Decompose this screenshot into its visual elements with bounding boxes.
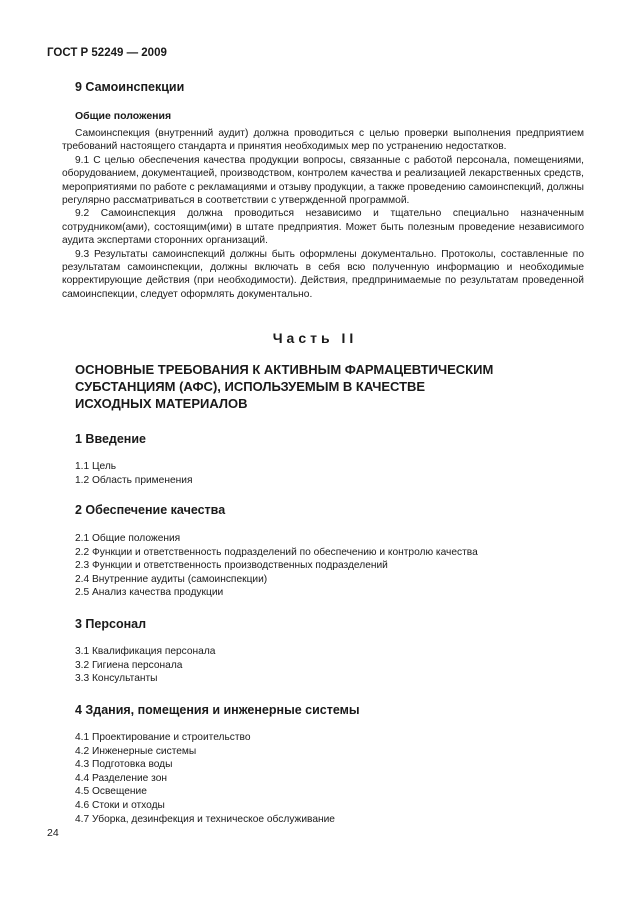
toc-item: 3.3 Консультанты [75, 673, 158, 685]
toc-item: 4.5 Освещение [75, 786, 147, 798]
toc-section-4-list [75, 731, 335, 826]
toc-section-2-heading: 2 Обеспечение качества [75, 503, 226, 517]
toc-section-1-list [75, 460, 192, 487]
section-9-body [62, 127, 584, 301]
toc-item: 4.7 Уборка, дезинфекция и техническое обслуживание [75, 813, 335, 825]
paragraph-9-2: 9.2 Самоинспекция должна проводиться независимо и тщательно специально назначенным сотрудником(ами), состоящим(ими) в штате предприятия. Может быть полезным проведение независимого аудита экспертами сторонних организаций. [62, 208, 584, 247]
toc-item: 1.1 Цель [75, 461, 117, 472]
toc-item: 4.4 Разделение зон [75, 772, 167, 784]
part-title [75, 361, 575, 412]
toc-section-3-list [75, 645, 215, 686]
toc-item: 2.3 Функции и ответственность производственных подразделений [75, 560, 388, 572]
toc-item: 4.2 Инженерные системы [75, 745, 197, 757]
paragraph-9-3: 9.3 Результаты самоинспекций должны быть оформлены документально. Протоколы, составленные по результатам самоинспекции, должны включать в себя всю полученную информацию и необходимые корректирующие действия (при необходимости). Действия, предпринимаемые по результатам проведенной самоинспекции, следует оформлять документально. [62, 248, 584, 300]
toc-item: 3.1 Квалификация персонала [75, 646, 216, 657]
part-title-line: ОСНОВНЫЕ ТРЕБОВАНИЯ К АКТИВНЫМ ФАРМАЦЕВТИЧЕСКИМ [75, 362, 494, 377]
toc-item: 1.2 Область применения [75, 474, 193, 486]
toc-item: 2.1 Общие положения [75, 533, 181, 544]
toc-section-1-heading: 1 Введение [75, 432, 146, 446]
part-label: Часть II [272, 330, 358, 346]
section-9-heading: 9 Самоинспекции [75, 80, 185, 94]
document-header: ГОСТ Р 52249 — 2009 [47, 47, 167, 59]
toc-item: 3.2 Гигиена персонала [75, 659, 183, 671]
toc-section-2-list [75, 532, 478, 600]
toc-item: 2.5 Анализ качества продукции [75, 587, 224, 599]
toc-item: 4.3 Подготовка воды [75, 759, 173, 771]
paragraph-intro: Самоинспекция (внутренний аудит) должна проводиться с целью проверки выполнения предприятием требований настоящего стандарта и принятия необходимых мер по устранению недостатков. [62, 128, 584, 153]
toc-item: 2.2 Функции и ответственность подразделений по обеспечению и контролю качества [75, 546, 478, 558]
paragraph-9-1: 9.1 С целью обеспечения качества продукции вопросы, связанные с работой персонала, помещениями, оборудованием, документацией, производством, контролем качества и реализацией лекарственных средств, мероприятиями по работе с рекламациями и отзыву продукции, а также проведению самоинспекций, должны регулярно рассматриваться в соответствии с утвержденной программой. [62, 154, 584, 207]
toc-section-4-heading: 4 Здания, помещения и инженерные системы [75, 703, 360, 717]
toc-section-3-heading: 3 Персонал [75, 617, 147, 631]
part-title-line: СУБСТАНЦИЯМ (АФС), ИСПОЛЬЗУЕМЫМ В КАЧЕСТВЕ [75, 379, 426, 394]
toc-item: 2.4 Внутренние аудиты (самоинспекции) [75, 573, 268, 585]
toc-item: 4.6 Стоки и отходы [75, 799, 165, 811]
section-9-subheading: Общие положения [75, 110, 172, 122]
toc-item: 4.1 Проектирование и строительство [75, 732, 251, 743]
part-title-line: ИСХОДНЫХ МАТЕРИАЛОВ [75, 396, 248, 411]
page-number: 24 [47, 827, 59, 839]
